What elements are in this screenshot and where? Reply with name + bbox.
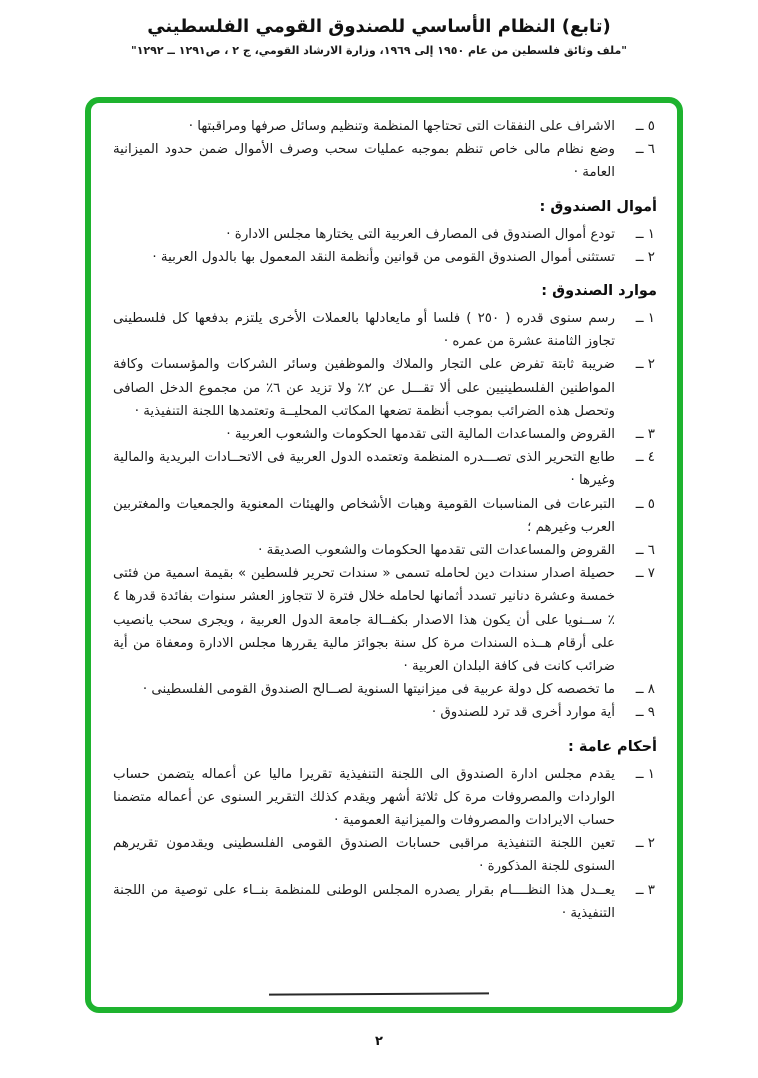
list-item [113,678,657,701]
list-item [113,701,657,724]
item-text: القروض والمساعدات المالية التى تقدمها الحكومات والشعوب العربية · [226,427,615,443]
footnote-rule [269,992,489,995]
item-number: ٣ ــ [635,427,655,443]
list-item [113,493,657,539]
item-number: ٧ ــ [635,566,655,582]
list-item [113,353,657,423]
item-number: ٩ ــ [635,705,655,721]
item-number: ٣ ــ [635,882,655,898]
page-header [0,16,758,57]
item-text: أية موارد أخرى قد ترد للصندوق · [431,705,615,721]
item-number: ١ ــ [635,311,655,327]
document-frame [85,97,683,1013]
document-section [113,115,657,185]
list-item [113,115,657,138]
item-text: التبرعات فى المناسبات القومية وهبات الأشخاص والهيئات المعنوية والجمعيات والمغتربين العرب وغيرهم ؛ [113,496,615,535]
source-citation: "ملف وثائق فلسطين من عام ١٩٥٠ إلى ١٩٦٩، وزارة الارشاد القومي، ج ٢ ، ص١٢٩١ ــ ١٢٩٢" [130,44,627,57]
section-heading: أحكام عامة : [568,738,657,755]
item-number: ٥ ــ [635,496,655,512]
item-text: رسم سنوى قدره ( ٢٥٠ ) فلسا أو مايعادلها بالعملات الأخرى يلتزم بدفعها كل فلسطينى تجاوز الثامنة عشرة من عمره · [113,311,615,350]
document-body [113,115,657,925]
list-item [113,539,657,562]
list-item [113,138,657,184]
list-item [113,446,657,492]
item-number: ٤ ــ [635,450,655,466]
item-text: الاشراف على النفقات التى تحتاجها المنظمة وتنظيم وسائل صرفها ومراقبتها · [188,119,615,134]
list-item [113,223,657,246]
item-number: ٨ ــ [635,682,655,698]
item-number: ٦ ــ [635,142,655,158]
list-item [113,246,657,269]
item-number: ٥ ــ [635,119,655,134]
document-section [113,196,657,269]
document-section [113,280,657,725]
list-item [113,562,657,678]
list-item [113,879,657,925]
page-title: (تابع) النظام الأساسي للصندوق القومي الفلسطيني [147,16,611,37]
item-text: القروض والمساعدات التى تقدمها الحكومات والشعوب الصديقة · [258,543,615,559]
item-text: وضع نظام مالى خاص تنظم بموجبه عمليات سحب وصرف الأموال ضمن حدود الميزانية العامة · [113,142,615,181]
item-number: ٢ ــ [635,836,655,852]
item-text: ما تخصصه كل دولة عربية فى ميزانيتها السنوية لصــالح الصندوق القومى الفلسطينى · [142,682,615,698]
item-text: تودع أموال الصندوق فى المصارف العربية التى يختارها مجلس الادارة · [226,226,615,242]
item-text: تستثنى أموال الصندوق القومى من قوانين وأنظمة النقد المعمول بها بالدول العربية · [152,249,615,265]
item-number: ١ ــ [635,766,655,782]
item-text: يقدم مجلس ادارة الصندوق الى اللجنة التنفيذية تقريرا ماليا عن أعماله يتضمن حساب الواردات والمصروفات مرة كل ثلاثة أشهر ويقدم كذلك التقرير السنوى عن أعماله متضمنا حساب الايرادات والمصروفات والميزانية العمومية · [113,766,615,829]
list-item [113,307,657,353]
item-number: ٦ ــ [635,543,655,559]
page-number: ٢ [375,1034,383,1049]
document-section [113,736,657,925]
list-item [113,832,657,878]
item-text: يعــدل هذا النظــــام بقرار يصدره المجلس الوطنى للمنظمة بنــاء على توصية من اللجنة التنفيذية · [113,882,615,921]
item-text: تعين اللجنة التنفيذية مراقبى حسابات الصندوق القومى الفلسطينى ويقدمون تقريرهم السنوى للجنة المذكورة · [113,836,615,875]
section-heading: أموال الصندوق : [539,198,657,215]
item-text: طابع التحرير الذى تصـــدره المنظمة وتعتمده الدول العربية فى الاتحــادات البريدية والمالية وغيرها · [113,450,615,489]
item-text: ضريبة ثابتة تفرض على التجار والملاك والموظفين وسائر الشركات والمؤسسات وكافة المواطنين الفلسطينيين على ألا تقـــل عن ٢٪ ولا تزيد عن ٦٪ من مجموع الدخل الصافى وتحصل هذه الضرائب بموجب أنظمة تضعها المكاتب المحليــة وتعتمدها اللجنة التنفيذية · [113,357,615,419]
section-heading: موارد الصندوق : [541,283,657,300]
item-number: ٢ ــ [635,357,655,373]
item-text: حصيلة اصدار سندات دين لحامله تسمى « سندات تحرير فلسطين » بقيمة اسمية من فئتى خمسة وعشرة دنانير تسدد أثمانها لحامله خلال فترة لا تتجاوز العشر سنوات بفائدة قدرها ٤ ٪ ســنويا على أن يكون هذا الاصدار بكفــالة جامعة الدول العربية ، ويجرى سحب يانصيب على أرقام هــذه السندات مرة كل سنة بجوائز مالية يقررها مجلس الادارة ومعفاة من أية ضرائب كانت فى كافة البلدان العربية · [113,566,615,675]
item-number: ٢ ــ [635,249,655,265]
item-number: ١ ــ [635,226,655,242]
list-item [113,763,657,833]
list-item [113,423,657,446]
